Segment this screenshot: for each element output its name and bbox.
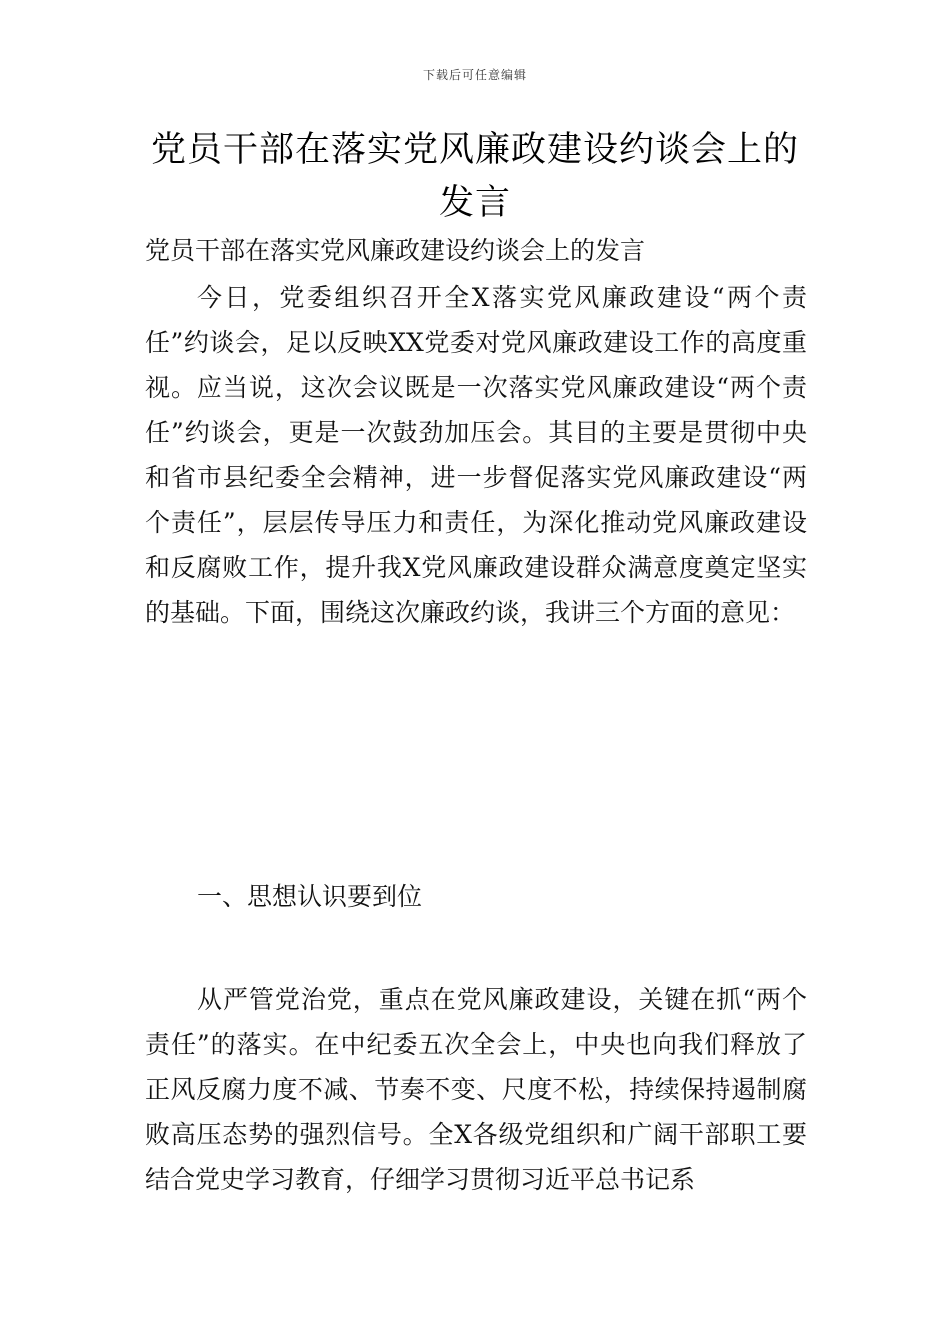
document-title: 党员干部在落实党风廉政建设约谈会上的发言	[150, 130, 799, 223]
paragraph-2-text: 从严管党治党，重点在党风廉政建设，关键在抓“两个责任”的落实。在中纪委五次全会上，中央也向我们释放了正风反腐力度不减、节奏不变、尺度不松，持续保持遏制腐败高压态势的强烈信号。全X各级党组织和广阔干部职工要结合党史学习教育，仔细学习贯彻习近平总书记系	[145, 985, 807, 1194]
paragraph-1-text: 今日，党委组织召开全X落实党风廉政建设“两个责任”约谈会，足以反映XX党委对党风廉政建设工作的高度重视。应当说，这次会议既是一次落实党风廉政建设“两个责任”约谈会，更是一次鼓劲加压会。其目的主要是贯彻中央和省市县纪委全会精神，进一步督促落实党风廉政建设“两个责任”，层层传导压力和责任，为深化推动党风廉政建设和反腐败工作，提升我X党风廉政建设群众满意度奠定坚实的基础。下面，围绕这次廉政约谈，我讲三个方面的意见：	[145, 283, 807, 627]
paragraph-2	[145, 977, 807, 1202]
section-1-heading: 一、思想认识要到位	[197, 882, 423, 911]
document-subtitle: 党员干部在落实党风廉政建设约谈会上的发言	[145, 236, 646, 265]
paragraph-1	[145, 275, 807, 635]
header-note: 下载后可任意编辑	[422, 68, 527, 82]
